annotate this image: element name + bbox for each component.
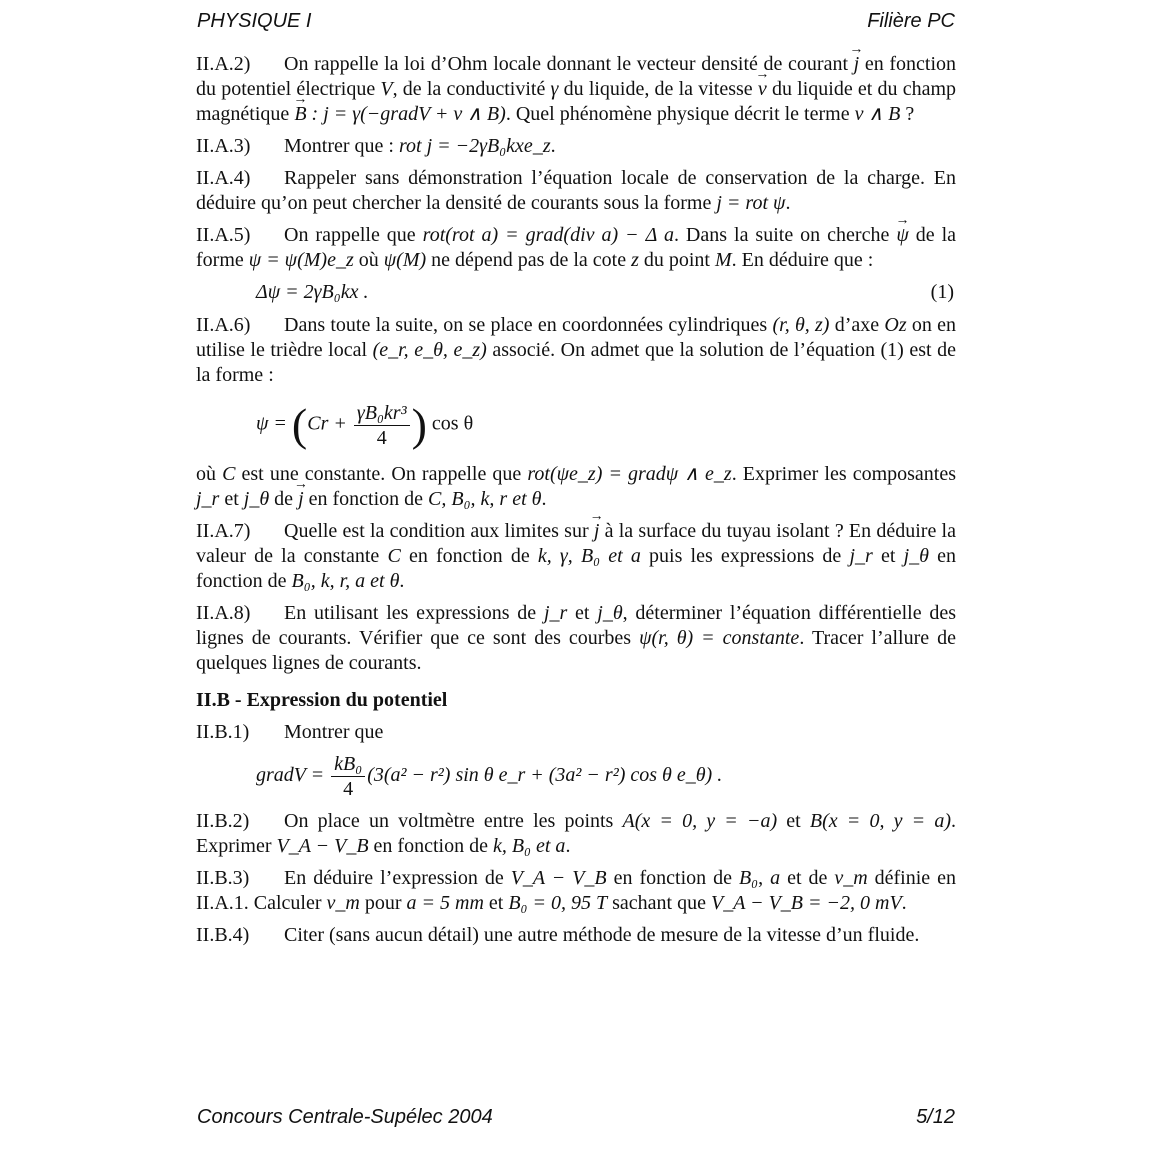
right-paren: ) xyxy=(411,399,427,450)
fraction xyxy=(354,401,410,450)
question-II-A-5 xyxy=(196,223,956,273)
question-text: Montrer que xyxy=(284,721,384,743)
page-number: 5/12 xyxy=(916,1106,955,1128)
question-text: . Dans la suite on cherche xyxy=(673,224,897,246)
question-number: II.B.3) xyxy=(196,867,250,889)
header-subject: PHYSIQUE I xyxy=(197,10,312,32)
question-text: , xyxy=(758,867,771,889)
math-formula: B(x = 0, y = a) xyxy=(809,810,951,832)
math-formula: rot(rot a) = grad(div a) − Δ a xyxy=(422,224,674,246)
question-text: et xyxy=(219,488,244,510)
question-number: II.A.2) xyxy=(196,53,251,75)
question-text: sachant que xyxy=(607,892,711,914)
question-text: . Quel phénomène physique décrit le terme xyxy=(505,103,855,125)
equation-term: cos θ xyxy=(431,412,474,435)
question-text: . Exprimer xyxy=(196,810,956,857)
solution-equation xyxy=(256,400,956,450)
question-text: En utilisant les expressions de xyxy=(284,602,544,624)
math-symbol: v_m xyxy=(834,867,868,889)
math-formula: (e_r, e_θ, e_z) xyxy=(372,339,487,361)
question-text: et xyxy=(777,810,810,832)
fraction-denominator: 4 xyxy=(343,778,354,800)
math-symbol: M xyxy=(715,249,732,271)
question-text: puis les expressions de xyxy=(640,545,850,567)
question-text: Citer (sans aucun détail) une autre méthode de mesure de la vitesse d’un fluide. xyxy=(284,924,920,946)
question-text: en fonction de xyxy=(303,488,429,510)
question-text: On rappelle la loi d’Ohm locale donnant le vecteur densité de courant xyxy=(284,53,854,75)
math-formula: B₀ = 0, 95 T xyxy=(508,892,608,914)
question-text: . xyxy=(785,192,791,214)
question-number: II.B.2) xyxy=(196,810,250,832)
question-text: ? xyxy=(900,103,915,125)
question-text: . xyxy=(541,488,547,510)
math-formula: ψ(r, θ) = constante xyxy=(639,627,800,649)
question-text: et xyxy=(872,545,904,567)
equation-term: Cr + xyxy=(307,412,347,435)
question-text: et xyxy=(567,602,598,624)
question-number: II.B.1) xyxy=(196,721,250,743)
math-symbol: j_r xyxy=(196,488,220,510)
math-formula: A(x = 0, y = −a) xyxy=(622,810,778,832)
math-symbol: → j xyxy=(854,52,860,77)
math-formula: ψ = ψ(M)e_z xyxy=(248,249,354,271)
question-text: On place un voltmètre entre les points xyxy=(284,810,623,832)
question-text: en fonction de xyxy=(606,867,739,889)
fraction-denominator: 4 xyxy=(376,426,387,449)
question-II-A-3 xyxy=(196,134,956,159)
question-number: II.A.5) xyxy=(196,224,251,246)
math-formula: V_A − V_B xyxy=(276,835,369,857)
question-text: et de xyxy=(780,867,835,889)
question-text: associé. On admet que la solution de l’équation (1) est de la forme : xyxy=(196,339,956,386)
question-text: définie en II.A.1. Calculer xyxy=(196,867,957,914)
question-text: en fonction de xyxy=(400,545,538,567)
question-text: . Exprimer les composantes xyxy=(731,463,957,485)
question-II-A-8 xyxy=(196,601,956,676)
math-formula: C, B₀, k, r et θ xyxy=(428,488,542,510)
question-II-B-2 xyxy=(196,809,956,859)
question-text: Dans toute la suite, on se place en coordonnées cylindriques xyxy=(284,314,773,336)
question-II-A-2 xyxy=(196,52,956,127)
question-text: où xyxy=(196,463,223,485)
question-number: II.A.7) xyxy=(196,520,251,542)
math-formula: rot j = −2γB₀kxe_z xyxy=(398,135,551,157)
question-II-A-6 xyxy=(196,313,956,388)
math-formula: (r, θ, z) xyxy=(772,314,830,336)
math-symbol: ψ(M) xyxy=(383,249,427,271)
math-symbol: → j xyxy=(594,519,600,544)
question-number: II.A.6) xyxy=(196,314,251,336)
question-text: . xyxy=(550,135,556,157)
math-symbol: → B xyxy=(294,102,306,127)
math-formula: V_A − V_B xyxy=(510,867,607,889)
question-text: ne dépend pas de la cote xyxy=(426,249,632,271)
question-text: , déterminer l’équation différentielle des lignes de courants. Vérifier que ce sont des courbes xyxy=(196,602,957,649)
question-number: II.A.4) xyxy=(196,167,251,189)
math-symbol: j_θ xyxy=(597,602,623,624)
math-symbol: V xyxy=(380,78,393,100)
question-text: d’axe xyxy=(829,314,885,336)
question-II-B-1 xyxy=(196,720,956,745)
question-text: Montrer que : xyxy=(284,135,399,157)
math-formula: a = 5 mm xyxy=(406,892,484,914)
equation-1 xyxy=(256,280,956,305)
equation-number: (1) xyxy=(930,281,954,303)
math-formula: rot(ψe_z) = gradψ ∧ e_z xyxy=(527,463,732,485)
question-II-A-6-continued xyxy=(196,462,956,512)
math-formula: V_A − V_B = −2, 0 mV xyxy=(711,892,902,914)
math-symbol: Oz xyxy=(884,314,907,336)
question-II-B-3 xyxy=(196,866,956,916)
math-symbol: j_θ xyxy=(903,545,929,567)
math-formula: B₀, k, r, a et θ xyxy=(291,570,400,592)
math-symbol: γ xyxy=(550,78,559,100)
math-symbol: → j xyxy=(298,487,304,512)
question-II-B-4 xyxy=(196,923,956,948)
question-text: Quelle est la condition aux limites sur xyxy=(284,520,594,542)
question-text: . xyxy=(565,835,571,857)
page-content xyxy=(196,52,956,955)
page-footer xyxy=(197,1106,955,1129)
question-II-A-4 xyxy=(196,166,956,216)
math-symbol: j_r xyxy=(849,545,873,567)
question-text: . xyxy=(901,892,907,914)
question-text: en fonction du potentiel électrique xyxy=(196,53,957,100)
question-text: en fonction de xyxy=(196,545,956,592)
question-text: du liquide et du champ magnétique xyxy=(196,78,957,125)
math-symbol: v_m xyxy=(326,892,360,914)
question-text: En déduire l’expression de xyxy=(284,867,511,889)
equation-body: Δψ = 2γB₀kx . xyxy=(256,281,369,303)
math-symbol: j_r xyxy=(543,602,568,624)
math-symbol: → ψ xyxy=(896,223,908,248)
math-symbol: j_θ xyxy=(243,488,270,510)
question-text: du liquide, de la vitesse xyxy=(558,78,758,100)
page-header xyxy=(197,10,955,33)
question-number: II.A.3) xyxy=(196,135,251,157)
equation-lhs: gradV = xyxy=(256,764,325,787)
math-formula: k, B₀ et a xyxy=(492,835,566,857)
equation-rhs: (3(a² − r²) sin θ e_r + (3a² − r²) cos θ e_θ) . xyxy=(367,764,723,787)
question-text: à la surface du tuyau isolant ? En déduire la valeur de la constante xyxy=(196,520,956,567)
question-II-A-7 xyxy=(196,519,956,594)
question-number: II.A.8) xyxy=(196,602,251,624)
question-text: , de la conductivité xyxy=(392,78,551,100)
question-text: . Tracer l’allure de quelques lignes de courants. xyxy=(196,627,956,674)
question-text: Rappeler sans démonstration l’équation locale de conservation de la charge. En déduire qu’on peut chercher la densité de courants sous la forme xyxy=(196,167,956,214)
math-symbol: C xyxy=(222,463,236,485)
question-text: On rappelle que xyxy=(284,224,423,246)
math-formula: j = rot ψ xyxy=(716,192,786,214)
math-symbol: B₀ xyxy=(738,867,759,889)
math-symbol: a xyxy=(770,867,781,889)
question-text: de la forme xyxy=(196,224,957,271)
header-track: Filière PC xyxy=(867,10,955,32)
question-text: de xyxy=(269,488,299,510)
math-symbol: z xyxy=(631,249,639,271)
section-heading-II-B: II.B - Expression du potentiel xyxy=(196,689,448,711)
gradient-equation xyxy=(256,752,956,801)
question-text: . En déduire que : xyxy=(731,249,874,271)
question-number: II.B.4) xyxy=(196,924,250,946)
question-text: en fonction de xyxy=(368,835,493,857)
question-text: pour xyxy=(359,892,407,914)
question-text: où xyxy=(353,249,384,271)
question-text: . xyxy=(399,570,405,592)
math-formula: : j = γ(−gradV + v ∧ B) xyxy=(306,103,506,125)
math-symbol: C xyxy=(387,545,401,567)
question-text: est une constante. On rappelle que xyxy=(235,463,528,485)
question-text: on en utilise le trièdre local xyxy=(196,314,956,361)
question-text: du point xyxy=(638,249,715,271)
question-text: et xyxy=(483,892,509,914)
math-symbol: → v xyxy=(758,77,767,102)
math-formula: k, γ, B₀ et a xyxy=(537,545,641,567)
equation-lhs: ψ = xyxy=(256,412,287,435)
math-formula: v ∧ B xyxy=(854,103,901,125)
fraction-numerator: γB₀kr³ xyxy=(354,401,410,426)
fraction-numerator: kB₀ xyxy=(331,752,365,777)
left-paren: ( xyxy=(291,399,308,450)
fraction xyxy=(331,752,365,801)
footer-exam: Concours Centrale-Supélec 2004 xyxy=(197,1106,493,1128)
